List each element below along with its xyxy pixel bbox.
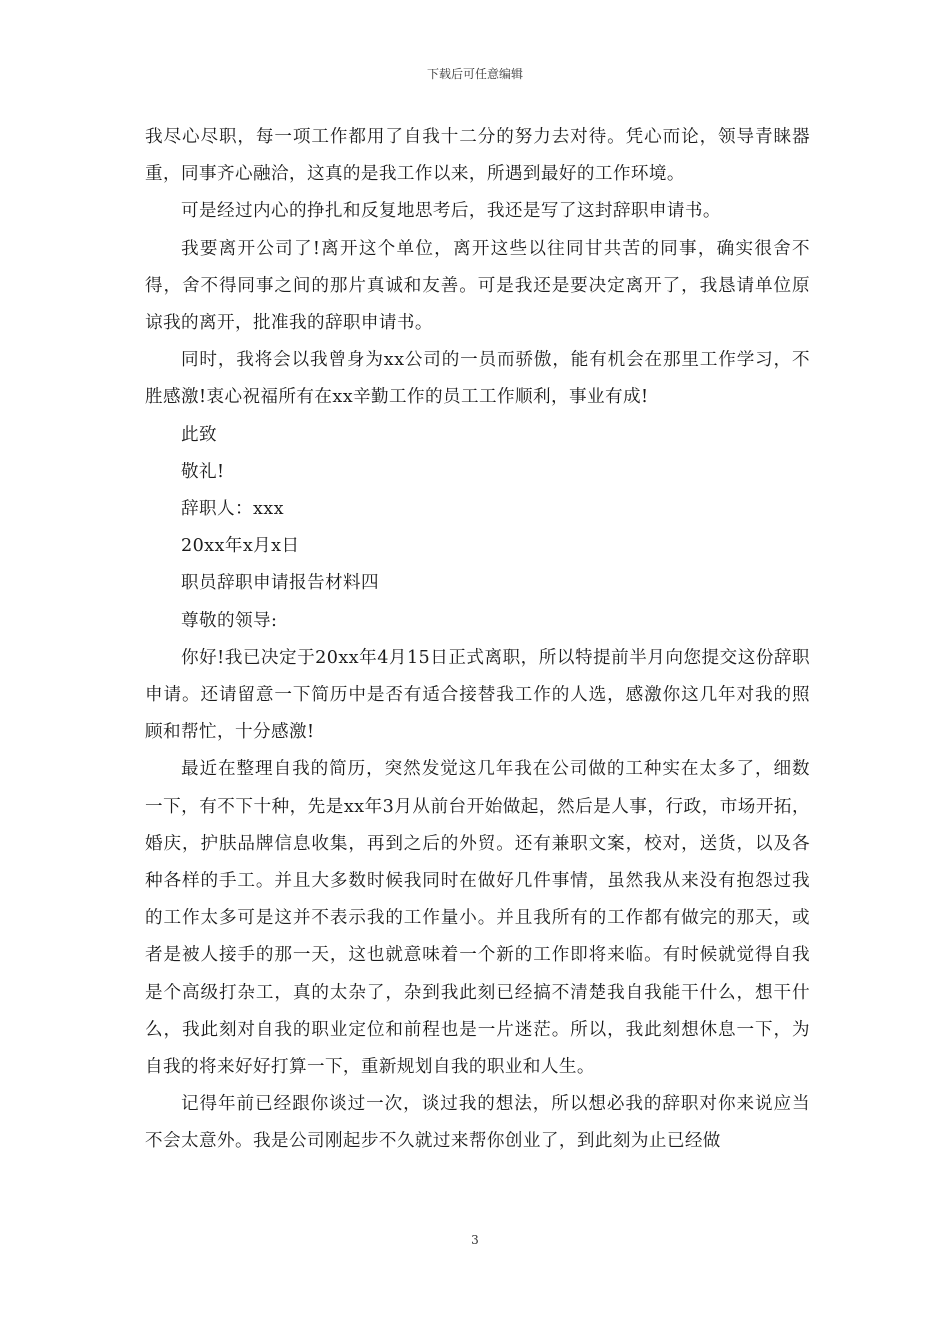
section-title: 职员辞职申请报告材料四: [181, 573, 379, 594]
paragraph-career-review: 最近在整理自我的简历，突然发觉这几年我在公司做的工种实在太多了，细数一下，有不下十种，先是xx年3月从前台开始做起，然后是人事，行政，市场开拓，婚庆，护肤品牌信息收集，再到之后的外贸。还有兼职文案，校对，送货，以及各种各样的手工。并且大多数时候我同时在做好几件事情，虽然我从来没有抱怨过我的工作太多可是这并不表示我的工作量小。并且我所有的工作都有做完的那天，或者是被人接手的那一天，这也就意味着一个新的工作即将来临。有时候就觉得自我是个高级打杂工，真的太杂了，杂到我此刻已经搞不清楚我自我能干什么，想干什么，我此刻对自我的职业定位和前程也是一片迷茫。所以，我此刻想休息一下，为自我的将来好好打算一下，重新规划自我的职业和人生。: [145, 759, 810, 1078]
paragraph-notice: 你好!我已决定于20xx年4月15日正式离职，所以特提前半月向您提交这份辞职申请。还请留意一下简历中是否有适合接替我工作的人选，感激你这几年对我的照顾和帮忙，十分感激!: [145, 647, 810, 743]
paragraph-leaving: 我要离开公司了!离开这个单位，离开这些以往同甘共苦的同事，确实很舍不得，舍不得同事之间的那片真诚和友善。可是我还是要决定离开了，我恳请单位原谅我的离开，批准我的辞职申请书。: [145, 238, 810, 334]
header-text: 下载后可任意编辑: [426, 67, 523, 81]
paragraph-reflection: 可是经过内心的挣扎和反复地思考后，我还是写了这封辞职申请书。: [181, 201, 721, 222]
document-body: [145, 119, 810, 1161]
paragraph-gratitude: 同时，我将会以我曾身为xx公司的一员而骄傲，能有机会在那里工作学习，不胜感激!衷心祝福所有在xx辛勤工作的员工工作顺利，事业有成!: [145, 350, 810, 408]
page-number: 3: [471, 1233, 479, 1247]
page-footer: [0, 1232, 950, 1248]
closing-regards: 敬礼!: [181, 461, 225, 482]
letter-greeting: 尊敬的领导:: [181, 610, 278, 631]
paragraph-continuation: 我尽心尽职，每一项工作都用了自我十二分的努力去对待。凭心而论，领导青睐器重，同事齐心融洽，这真的是我工作以来，所遇到最好的工作环境。: [145, 127, 810, 185]
paragraph-discussion: 记得年前已经跟你谈过一次，谈过我的想法，所以想必我的辞职对你来说应当不会太意外。我是公司刚起步不久就过来帮你创业了，到此刻为止已经做: [145, 1094, 810, 1152]
signature-name: 辞职人：xxx: [181, 499, 284, 520]
signature-date: 20xx年x月x日: [181, 536, 300, 557]
closing-salutation: 此致: [181, 424, 217, 445]
page-header: [0, 66, 950, 82]
